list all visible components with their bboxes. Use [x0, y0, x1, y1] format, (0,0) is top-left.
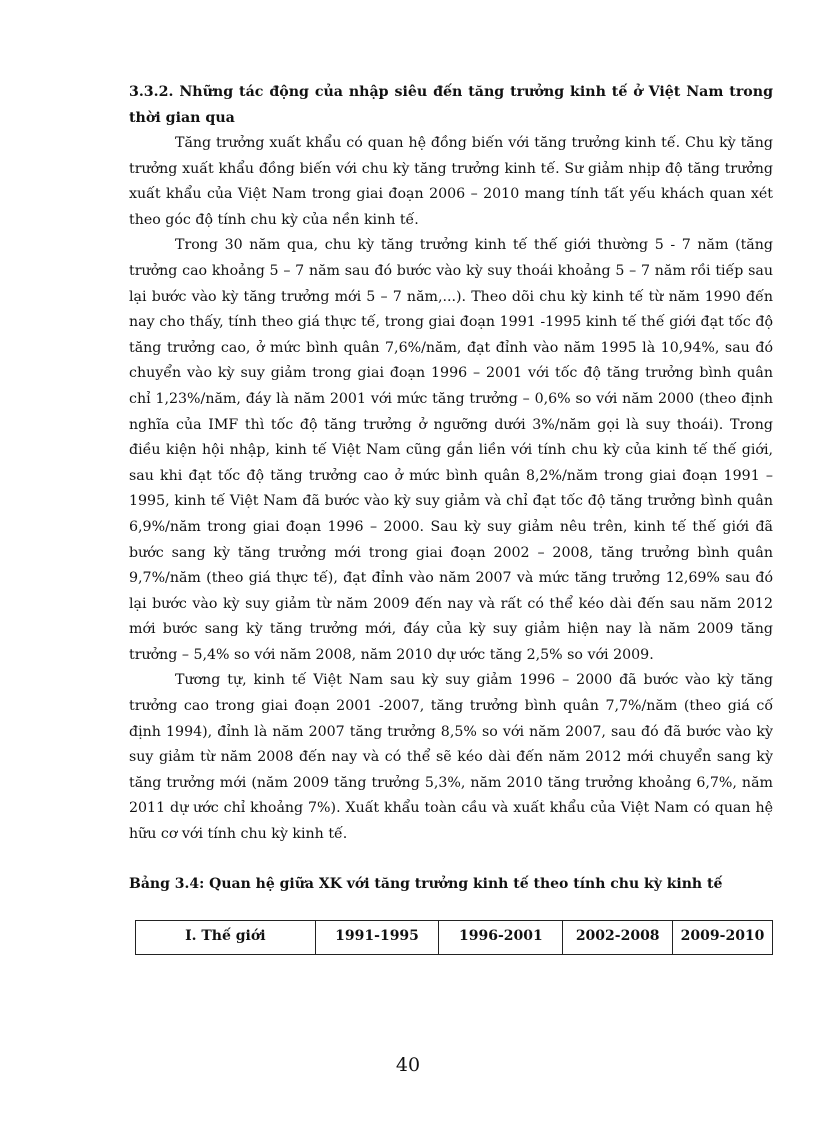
section-heading: 3.3.2. Những tác động của nhập siêu đến tăng trưởng kinh tế ở Việt Nam trong thời gian qua — [129, 84, 773, 126]
table-header-row — [136, 920, 773, 954]
table-caption: Bảng 3.4: Quan hệ giữa XK với tăng trưởng kinh tế theo tính chu kỳ kinh tế — [129, 875, 723, 892]
page-number: 40 — [395, 1054, 421, 1076]
table-header-cell: 1996-2001 — [439, 920, 563, 954]
paragraph-1: Tăng trưởng xuất khẩu có quan hệ đồng biến với tăng trưởng kinh tế. Chu kỳ tăng trưởng xuất khẩu đồng biến với chu kỳ tăng trưởng kinh tế. Sư giảm nhịp độ tăng trưởng xuất khẩu của Việt Nam trong giai đoạn 2006 – 2010 mang tính tất yếu khách quan xét theo góc độ tính chu kỳ của nền kinh tế. — [129, 135, 773, 228]
table-header-cell: 2002-2008 — [563, 920, 673, 954]
cycle-table — [135, 920, 773, 955]
table-header-cell: 1991-1995 — [315, 920, 439, 954]
document-body — [129, 80, 773, 955]
table-header-cell: I. Thế giới — [136, 920, 316, 954]
table-header-cell: 2009-2010 — [673, 920, 773, 954]
paragraph-3: Tương tự, kinh tế Việt Nam sau kỳ suy giảm 1996 – 2000 đã bước vào kỳ tăng trưởng cao trong giai đoạn 2001 -2007, tăng trưởng bình quân 7,7%/năm (theo giá cố định 1994), đỉnh là năm 2007 tăng trưởng 8,5% so với năm 2007, sau đó đã bước vào kỳ suy giảm từ năm 2008 đến nay và có thể sẽ kéo dài đến năm 2012 mới chuyển sang kỳ tăng trưởng mới (năm 2009 tăng trưởng 5,3%, năm 2010 tăng trưởng khoảng 6,7%, năm 2011 dự ước chỉ khoảng 7%). Xuất khẩu toàn cầu và xuất khẩu của Việt Nam có quan hệ hữu cơ với tính chu kỳ kinh tế. — [129, 672, 773, 843]
paragraph-2: Trong 30 năm qua, chu kỳ tăng trưởng kinh tế thế giới thường 5 - 7 năm (tăng trưởng cao khoảng 5 – 7 năm sau đó bước vào kỳ suy thoái khoảng 5 – 7 năm rồi tiếp sau lại bước vào kỳ tăng trưởng mới 5 – 7 năm,...). Theo dõi chu kỳ kinh tế từ năm 1990 đến nay cho thấy, tính theo giá thực tế, trong giai đoạn 1991 -1995 kinh tế thế giới đạt tốc độ tăng trưởng cao, ở mức bình quân 7,6%/năm, đạt đỉnh vào năm 1995 là 10,94%, sau đó chuyển vào kỳ suy giảm trong giai đoạn 1996 – 2001 với tốc độ tăng trưởng bình quân chỉ 1,23%/năm, đáy là năm 2001 với mức tăng trưởng – 0,6% so với năm 2000 (theo định nghĩa của IMF thì tốc độ tăng trưởng ở ngưỡng dưới 3%/năm gọi là suy thoái). Trong điều kiện hội nhập, kinh tế Việt Nam cũng gắn liền với tính chu kỳ của kinh tế thế giới, sau khi đạt tốc độ tăng trưởng cao ở mức bình quân 8,2%/năm trong giai đoạn 1991 – 1995, kinh tế Việt Nam đã bước vào kỳ suy giảm và chỉ đạt tốc độ tăng trưởng bình quân 6,9%/năm trong giai đoạn 1996 – 2000. Sau kỳ suy giảm nêu trên, kinh tế thế giới đã bước sang kỳ tăng trưởng mới trong giai đoạn 2002 – 2008, tăng trưởng bình quân 9,7%/năm (theo giá thực tế), đạt đỉnh vào năm 2007 và mức tăng trưởng 12,69% sau đó lại bước vào kỳ suy giảm từ năm 2009 đến nay và rất có thể kéo dài đến sau năm 2012 mới bước sang kỳ tăng trưởng mới, đáy của kỳ suy giảm hiện nay là năm 2009 tăng trưởng – 5,4% so với năm 2008, năm 2010 dự ước tăng 2,5% so với 2009. — [129, 237, 773, 663]
